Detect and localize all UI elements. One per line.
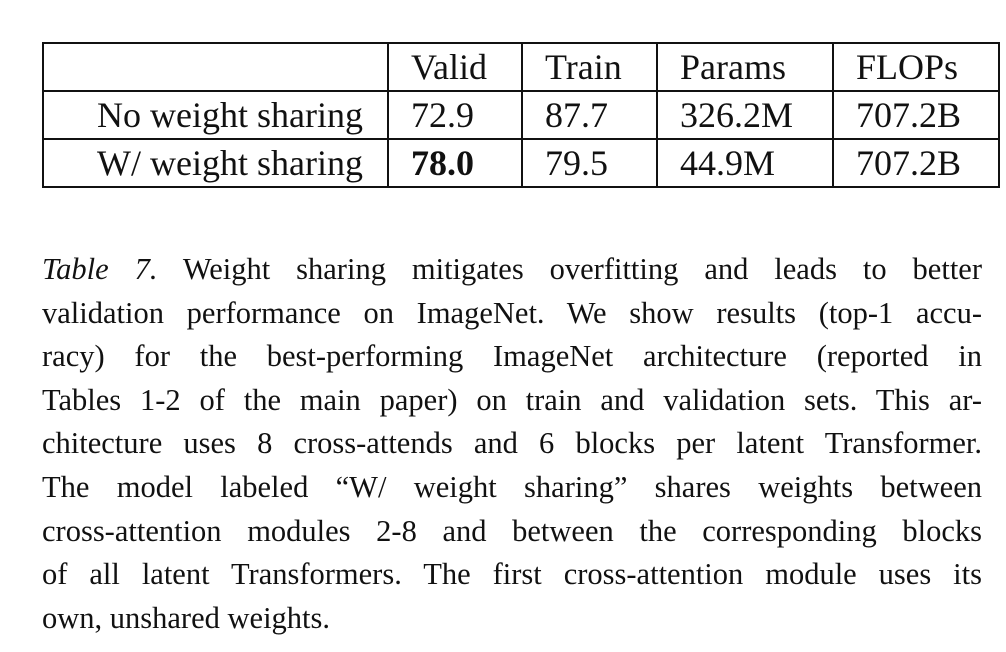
- results-table: [42, 42, 1000, 188]
- params-cell: 326.2M: [657, 91, 833, 139]
- table-row: [43, 91, 999, 139]
- header-cell-valid: Valid: [388, 43, 522, 91]
- train-cell: 79.5: [522, 139, 657, 187]
- caption-line: cross-attention modules 2-8 and between the corresponding blocks: [42, 513, 982, 548]
- results-table-container: [42, 42, 1000, 188]
- caption-line: The model labeled “W/ weight sharing” shares weights between: [42, 469, 982, 504]
- caption-line-text: Weight sharing mitigates overfitting and leads to better: [157, 252, 982, 286]
- row-label: W/ weight sharing: [43, 139, 388, 187]
- caption-line: own, unshared weights.: [42, 600, 331, 635]
- valid-cell: 72.9: [388, 91, 522, 139]
- caption-line: racy) for the best-performing ImageNet architecture (reported in: [42, 339, 982, 374]
- caption-label: Table 7.: [42, 252, 158, 286]
- caption-line: validation performance on ImageNet. We show results (top-1 accu-: [42, 295, 982, 330]
- params-cell: 44.9M: [657, 139, 833, 187]
- flops-cell: 707.2B: [833, 91, 999, 139]
- header-cell-flops: FLOPs: [833, 43, 999, 91]
- flops-cell: 707.2B: [833, 139, 999, 187]
- header-cell-train: Train: [522, 43, 657, 91]
- caption-line: Tables 1-2 of the main paper) on train and validation sets. This ar-: [42, 382, 982, 417]
- valid-cell-best: 78.0: [388, 139, 522, 187]
- table-header-row: [43, 43, 999, 91]
- table-row: [43, 139, 999, 187]
- caption-line: chitecture uses 8 cross-attends and 6 blocks per latent Transformer.: [42, 426, 982, 461]
- caption-line: [42, 248, 982, 292]
- table-caption: [42, 248, 982, 640]
- header-cell-empty: [43, 43, 388, 91]
- train-cell: 87.7: [522, 91, 657, 139]
- header-cell-params: Params: [657, 43, 833, 91]
- row-label: No weight sharing: [43, 91, 388, 139]
- caption-line: of all latent Transformers. The first cross-attention module uses its: [42, 557, 982, 592]
